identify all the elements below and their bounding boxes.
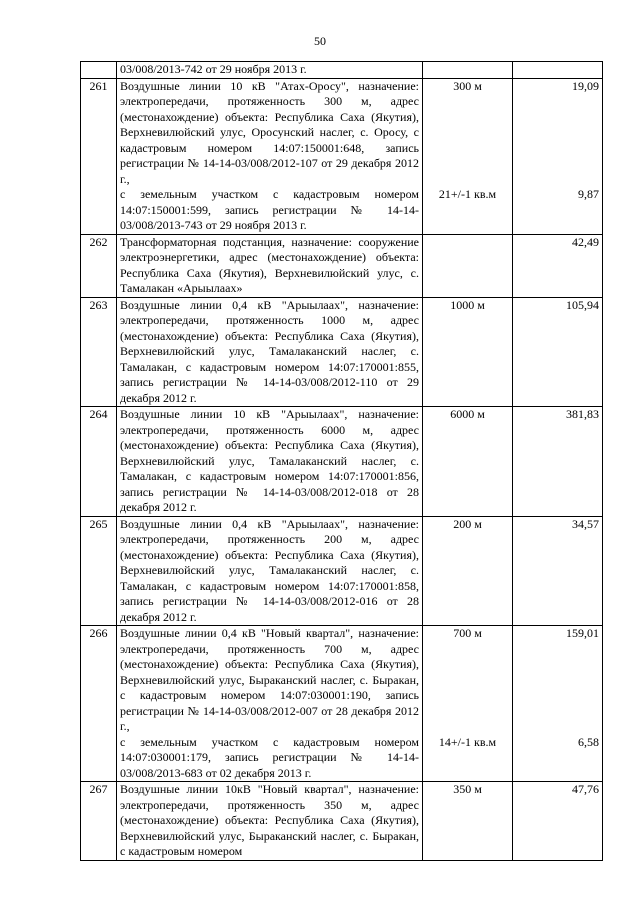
- row-quantity-text: 200 м: [453, 516, 482, 531]
- row-value-text: 381,83: [566, 407, 599, 421]
- row-number-cell: 261: [81, 78, 117, 234]
- row-value-text: 159,01: [566, 626, 599, 640]
- row-description-text: с земельным участком с кадастровым номером 14:07:150001:599, запись регистрации № 14-14-03/008/2013-743 от 29 ноября 2013 г.: [120, 187, 419, 232]
- row-value-text: 6,58: [578, 734, 599, 749]
- row-description-text: Воздушные линии 10 кВ "Арыылаах", назначение: электропередачи, протяженность 6000 м, адрес (местонахождение) объекта: Республика Саха (Якутия), Верхневилюйский улус, Тамалаканский наслег, с. Тамалакан, с кадастровым номером 14:07:170001:856, запись регистрации № 14-14-03/008/2012-018 от 28 декабря 2012 г.: [120, 407, 419, 514]
- row-description-text: Воздушные линии 10 кВ "Атах-Оросу", назначение: электропередачи, протяженность 300 м, адрес (местонахождение) объекта: Республика Саха (Якутия), Верхневилюйский улус, Оросунский наслег, с. Оросу, с кадастровым номером 14:07:150001:648, запись регистрации № 14-14-03/008/2012-107 от 29 декабря 2012 г.,: [120, 78, 419, 186]
- row-description-cell: [117, 516, 423, 626]
- row-value-cell: [513, 78, 603, 234]
- table-row-continuation: [81, 62, 603, 79]
- row-value-cell: [513, 234, 603, 297]
- row-description-text: Воздушные линии 0,4 кВ "Арыылаах", назначение: электропередачи, протяженность 200 м, адрес (местонахождение) объекта: Республика Саха (Якутия), Верхневилюйский улус, Тамалаканский наслег, с. Тамалакан, с кадастровым номером 14:07:170001:858, запись регистрации № 14-14-03/008/2012-016 от 28 декабря 2012 г.: [120, 516, 419, 624]
- row-quantity-cell: [423, 626, 513, 782]
- row-quantity-cell: [423, 234, 513, 297]
- row-quantity-text: 350 м: [453, 782, 482, 796]
- row-quantity-spacer: [426, 94, 509, 187]
- row-quantity-text: 6000 м: [450, 407, 485, 421]
- row-value-cell: [513, 297, 603, 407]
- row-quantity-text: 14+/-1 кв.м: [438, 734, 497, 749]
- row-value-cell: [513, 626, 603, 782]
- row-description-text: Воздушные линии 0,4 кВ "Новый квартал", назначение: электропередачи, протяженность 700 м, адрес (местонахождение) объекта: Республика Саха (Якутия), Верхневилюйский улус, Быраканский наслег, с. Быракан, с кадастровым номером 14:07:030001:190, запись регистрации № 14-14-03/008/2012-007 от 28 декабря 2012 г.,: [120, 626, 419, 733]
- row-quantity-text: 700 м: [453, 626, 482, 640]
- row-value-text: 42,49: [572, 234, 599, 249]
- table-row: [81, 78, 603, 234]
- row-quantity-text: 1000 м: [450, 297, 485, 312]
- row-value-spacer: [516, 94, 599, 187]
- row-description-cell: [117, 78, 423, 234]
- table-row: [81, 516, 603, 626]
- table-row: [81, 782, 603, 861]
- row-description-cell: [117, 297, 423, 407]
- row-quantity-text: 300 м: [453, 78, 482, 93]
- table-row: [81, 297, 603, 407]
- row-value-text: 19,09: [572, 78, 599, 93]
- row-quantity-text: [426, 235, 509, 251]
- row-quantity-cell: [423, 782, 513, 861]
- row-description-text: Воздушные линии 10кВ "Новый квартал", назначение: электропередачи, протяженность 350 м, адрес (местонахождение) объекта: Республика Саха (Якутия), Верхневилюйский улус, Быраканский наслег, с. Быракан, с кадастровым номером: [120, 782, 419, 858]
- row-description-text: 03/008/2013-742 от 29 ноября 2013 г.: [120, 62, 307, 76]
- row-description-cell: [117, 782, 423, 861]
- table-row: [81, 407, 603, 517]
- row-value-cell: [513, 62, 603, 79]
- row-quantity-text: 21+/-1 кв.м: [438, 187, 497, 201]
- row-quantity-cell: [423, 62, 513, 79]
- row-number-cell: 263: [81, 297, 117, 407]
- row-value-text: 9,87: [578, 187, 599, 201]
- table-row: [81, 626, 603, 782]
- row-quantity-cell: [423, 297, 513, 407]
- page-number: 50: [314, 34, 326, 48]
- table-row: [81, 234, 603, 297]
- row-value-cell: [513, 407, 603, 517]
- row-number-cell: [81, 62, 117, 79]
- row-value-cell: [513, 782, 603, 861]
- row-number-cell: 264: [81, 407, 117, 517]
- row-quantity-spacer: [426, 642, 509, 735]
- row-number-cell: 267: [81, 782, 117, 861]
- row-description-cell: [117, 407, 423, 517]
- row-description-cell: [117, 62, 423, 79]
- row-number-cell: 262: [81, 234, 117, 297]
- row-value-spacer: [516, 642, 599, 735]
- row-value-text: 47,76: [572, 782, 599, 796]
- row-number-cell: 265: [81, 516, 117, 626]
- row-quantity-cell: [423, 78, 513, 234]
- row-value-cell: [513, 516, 603, 626]
- row-description-text: Воздушные линии 0,4 кВ "Арыылаах", назначение: электропередачи, протяженность 1000 м, адрес (местонахождение) объекта: Республика Саха (Якутия), Верхневилюйский улус, Тамалаканский наслег, с. Тамалакан, с кадастровым номером 14:07:170001:855, запись регистрации № 14-14-03/008/2012-110 от 29 декабря 2012 г.: [120, 297, 419, 405]
- row-number-cell: 266: [81, 626, 117, 782]
- row-description-cell: [117, 234, 423, 297]
- property-table: [80, 61, 603, 861]
- row-quantity-cell: [423, 407, 513, 517]
- row-description-text: Трансформаторная подстанция, назначение: сооружение электроэнергетики, адрес (местонахождение) объекта: Республика Саха (Якутия), Верхневилюйский улус, с. Тамалакан «Арыылаах»: [120, 234, 419, 295]
- row-quantity-cell: [423, 516, 513, 626]
- row-value-text: 34,57: [572, 516, 599, 531]
- row-value-text: 105,94: [566, 297, 599, 312]
- row-description-text: с земельным участком с кадастровым номером 14:07:030001:179, запись регистрации № 14-14-03/008/2013-683 от 02 декабря 2013 г.: [120, 734, 419, 780]
- row-description-cell: [117, 626, 423, 782]
